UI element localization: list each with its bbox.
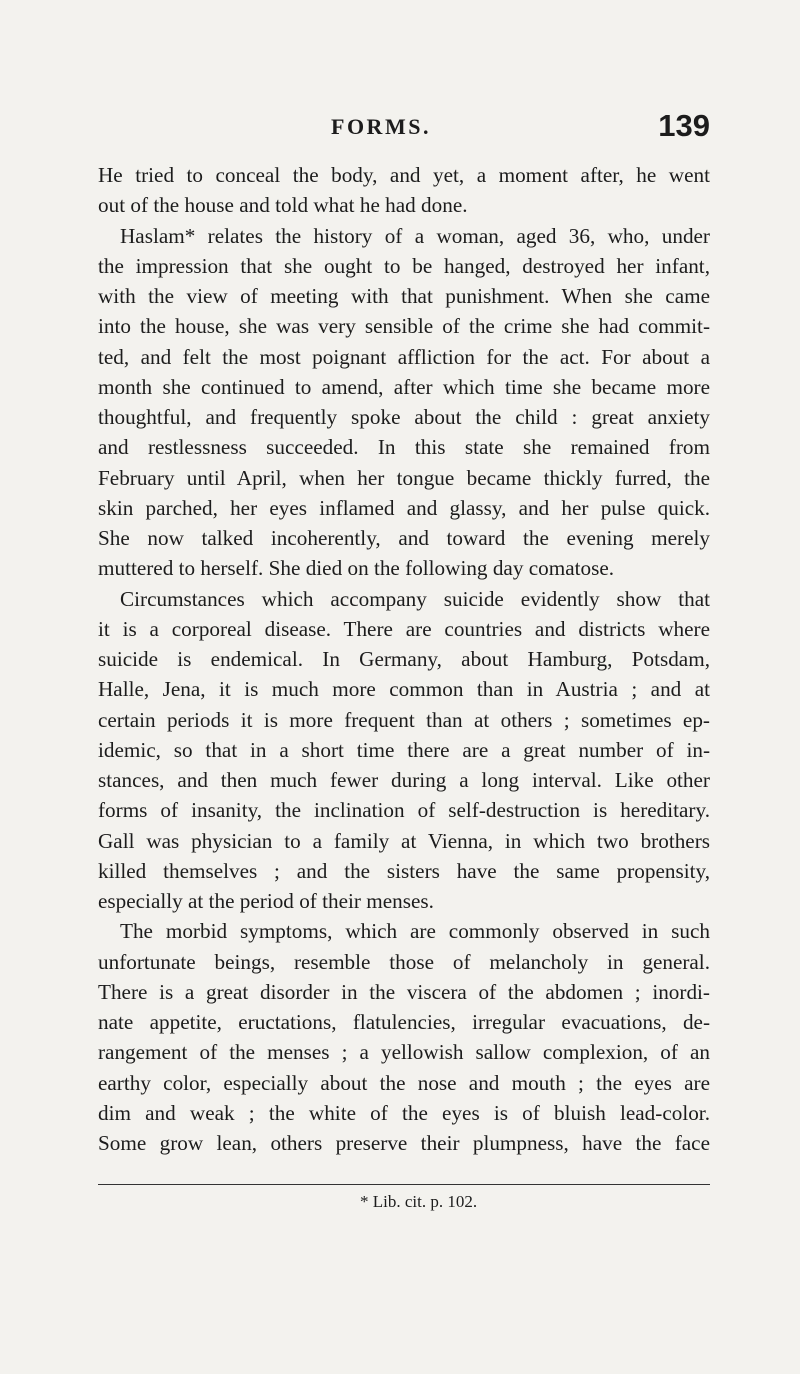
text-line: stances, and then much fewer during a long interval. Like other — [98, 768, 710, 792]
running-title: FORMS. — [331, 114, 431, 139]
text-line: idemic, so that in a short time there are a great number of in- — [98, 737, 710, 762]
footnote: * Lib. cit. p. 102. — [360, 1192, 478, 1211]
text-line: Halle, Jena, it is much more common than in Austria ; and at — [98, 677, 710, 702]
text-line: Gall was physician to a family at Vienna, in which two brothers — [98, 828, 710, 853]
text-line: dim and weak ; the white of the eyes is of bluish lead-color. — [98, 1100, 710, 1125]
text-line: with the view of meeting with that punishment. When she came — [98, 284, 710, 308]
text-line: Some grow lean, others preserve their plumpness, have the face — [98, 1131, 710, 1155]
text-line: rangement of the menses ; a yellowish sallow complexion, of an — [98, 1040, 710, 1065]
running-head — [100, 108, 710, 148]
text-line: She now talked incoherently, and toward the evening merely — [98, 526, 710, 550]
text-line: Circumstances which accompany suicide evidently show that — [120, 586, 710, 611]
text-line: earthy color, especially about the nose and mouth ; the eyes are — [98, 1070, 710, 1095]
text-line: ted, and felt the most poignant affliction for the act. For about a — [98, 344, 710, 369]
text-line: into the house, she was very sensible of the crime she had commit- — [98, 314, 710, 339]
text-line: skin parched, her eyes inflamed and glassy, and her pulse quick. — [98, 495, 710, 520]
text-line: certain periods it is more frequent than at others ; sometimes ep- — [98, 707, 710, 732]
page-number: 139 — [658, 108, 710, 143]
text-line: February until April, when her tongue became thickly furred, the — [98, 465, 710, 490]
text-line: There is a great disorder in the viscera of the abdomen ; inordi- — [98, 979, 710, 1004]
text-line: thoughtful, and frequently spoke about the child : great anxiety — [98, 405, 710, 429]
text-line: unfortunate beings, resemble those of melancholy in general. — [98, 949, 710, 974]
text-line: suicide is endemical. In Germany, about Hamburg, Potsdam, — [98, 647, 710, 671]
text-line: month she continued to amend, after which time she became more — [98, 374, 710, 399]
text-line: out of the house and told what he had done. — [98, 193, 468, 218]
text-line: forms of insanity, the inclination of self-destruction is hereditary. — [98, 798, 710, 823]
text-line: killed themselves ; and the sisters have the same propensity, — [98, 858, 710, 883]
body-text — [98, 160, 710, 1158]
text-line: Haslam* relates the history of a woman, aged 36, who, under — [120, 223, 710, 248]
text-line: it is a corporeal disease. There are countries and districts where — [98, 616, 710, 641]
text-line: and restlessness succeeded. In this state she remained from — [98, 435, 710, 460]
text-line: nate appetite, eructations, flatulencies, irregular evacuations, de- — [98, 1010, 710, 1034]
text-line: especially at the period of their menses. — [98, 889, 434, 913]
text-line: the impression that she ought to be hanged, destroyed her infant, — [98, 253, 710, 278]
text-line: He tried to conceal the body, and yet, a moment after, he went — [98, 163, 710, 187]
text-line: The morbid symptoms, which are commonly observed in such — [120, 919, 710, 944]
footnote-rule — [98, 1184, 710, 1185]
text-line: muttered to herself. She died on the following day comatose. — [98, 556, 615, 581]
